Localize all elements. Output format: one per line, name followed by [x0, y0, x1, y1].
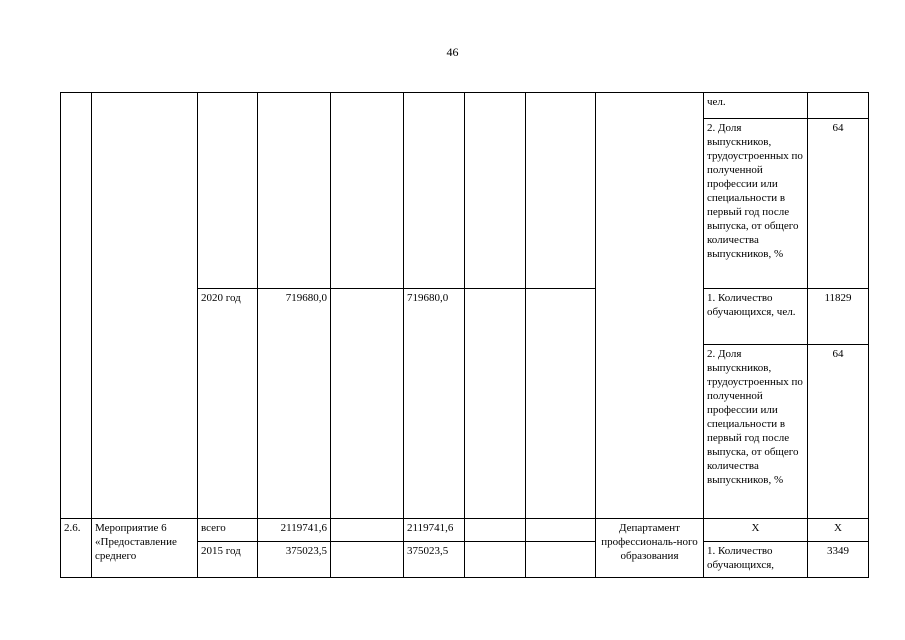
cell-indicator: 2. Доля выпускников, трудоустроенных по полученной профессии или специальности в первый год после выпуска, от общего количества выпускников, %: [704, 119, 808, 289]
table-row: [61, 93, 869, 119]
cell-year: всего: [198, 519, 258, 542]
cell-name: [92, 93, 198, 519]
program-table: [60, 92, 869, 578]
cell-local: [465, 93, 526, 289]
cell-federal: [331, 289, 404, 519]
cell-indicator: чел.: [704, 93, 808, 119]
cell-regional: 2119741,6: [404, 519, 465, 542]
cell-total: 719680,0: [258, 289, 331, 519]
page-number: 46: [446, 45, 459, 59]
cell-total: [258, 93, 331, 289]
cell-indicator-value: Х: [808, 519, 869, 542]
cell-regional: [404, 93, 465, 289]
table-row: [61, 519, 869, 542]
cell-regional: 719680,0: [404, 289, 465, 519]
cell-year: 2015 год: [198, 542, 258, 578]
cell-indicator-value: 64: [808, 119, 869, 289]
cell-local: [465, 542, 526, 578]
cell-name: Мероприятие 6 «Предоставление среднего: [92, 519, 198, 578]
cell-total: 375023,5: [258, 542, 331, 578]
cell-indicator-value: [808, 93, 869, 119]
cell-other: [526, 289, 596, 519]
cell-local: [465, 289, 526, 519]
cell-other: [526, 93, 596, 289]
cell-other: [526, 519, 596, 542]
cell-regional: 375023,5: [404, 542, 465, 578]
cell-indicator: Х: [704, 519, 808, 542]
cell-indicator: 1. Количество обучающихся, чел.: [704, 289, 808, 345]
cell-local: [465, 519, 526, 542]
cell-indicator-value: 11829: [808, 289, 869, 345]
cell-year: 2020 год: [198, 289, 258, 519]
cell-indicator: 2. Доля выпускников, трудоустроенных по полученной профессии или специальности в первый год после выпуска, от общего количества выпускников, %: [704, 345, 808, 519]
cell-federal: [331, 542, 404, 578]
cell-federal: [331, 519, 404, 542]
cell-federal: [331, 93, 404, 289]
cell-number: [61, 93, 92, 519]
cell-other: [526, 542, 596, 578]
cell-indicator-value: 3349: [808, 542, 869, 578]
cell-number: 2.6.: [61, 519, 92, 578]
cell-year: [198, 93, 258, 289]
cell-total: 2119741,6: [258, 519, 331, 542]
cell-executor: [596, 93, 704, 519]
cell-indicator-value: 64: [808, 345, 869, 519]
cell-executor: Департамент профессиональ-ного образования: [596, 519, 704, 578]
cell-indicator: 1. Количество обучающихся,: [704, 542, 808, 578]
